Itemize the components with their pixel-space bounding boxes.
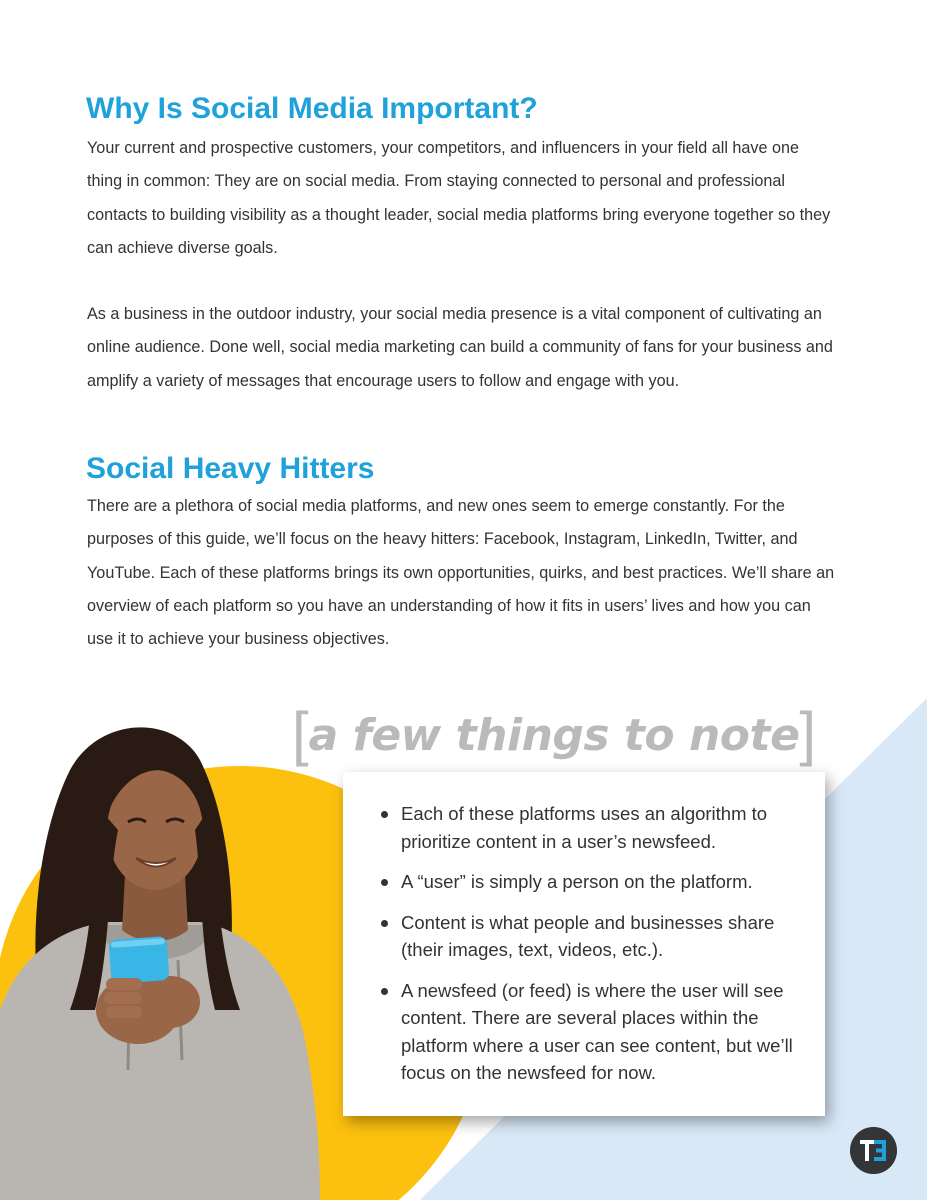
te-logo-icon [850, 1127, 897, 1174]
note-heading [292, 698, 816, 768]
section-title-why-social-media: Why Is Social Media Important? [86, 92, 538, 125]
note-list-item [379, 868, 801, 896]
note-list-item [379, 909, 801, 964]
section1-paragraph-1: Your current and prospective customers, your competitors, and influencers in your field all have one thing in common: They are on social media. From staying connected to personal and professional contacts to building visibility as a thought leader, social media platforms bring everyone together so they can achieve diverse goals. [87, 139, 831, 257]
note-item-text: A newsfeed (or feed) is where the user will see content. There are several places within the platform where a user can see content, but we’ll focus on the newsfeed for now. [401, 979, 793, 1083]
section-title-social-heavy-hitters: Social Heavy Hitters [86, 452, 375, 485]
note-card [343, 772, 825, 1116]
bullet-dot-icon [381, 811, 388, 818]
note-item-text: Content is what people and businesses share (their images, text, videos, etc.). [401, 911, 775, 960]
note-bracket-close: ] [799, 700, 817, 767]
note-item-text: A “user” is simply a person on the platform. [401, 871, 753, 892]
note-heading-text: a few things to note [308, 710, 800, 761]
section2-paragraph: There are a plethora of social media platforms, and new ones seem to emerge constantly. For the purposes of this guide, we’ll focus on the heavy hitters: Facebook, Instagram, LinkedIn, Twitter, and YouTube. Each of these platforms brings its own opportunities, quirks, and best practices. We’ll share an overview of each platform so you have an understanding of how it fits in users’ lives and how you can use it to achieve your business objectives. [87, 497, 835, 649]
section1-paragraph-2: As a business in the outdoor industry, your social media presence is a vital component of cultivating an online audience. Done well, social media marketing can build a community of fans for your business and amplify a variety of messages that encourage users to follow and engage with you. [87, 305, 833, 390]
note-list-item [379, 800, 801, 855]
bullet-dot-icon [381, 920, 388, 927]
note-bracket-open: [ [292, 700, 309, 767]
note-list-item [379, 977, 801, 1087]
bullet-dot-icon [381, 879, 388, 886]
woman-with-phone-illustration [0, 710, 360, 1200]
note-list [379, 800, 801, 1087]
note-item-text: Each of these platforms uses an algorithm to prioritize content in a user’s newsfeed. [401, 803, 768, 852]
bullet-dot-icon [381, 988, 388, 995]
